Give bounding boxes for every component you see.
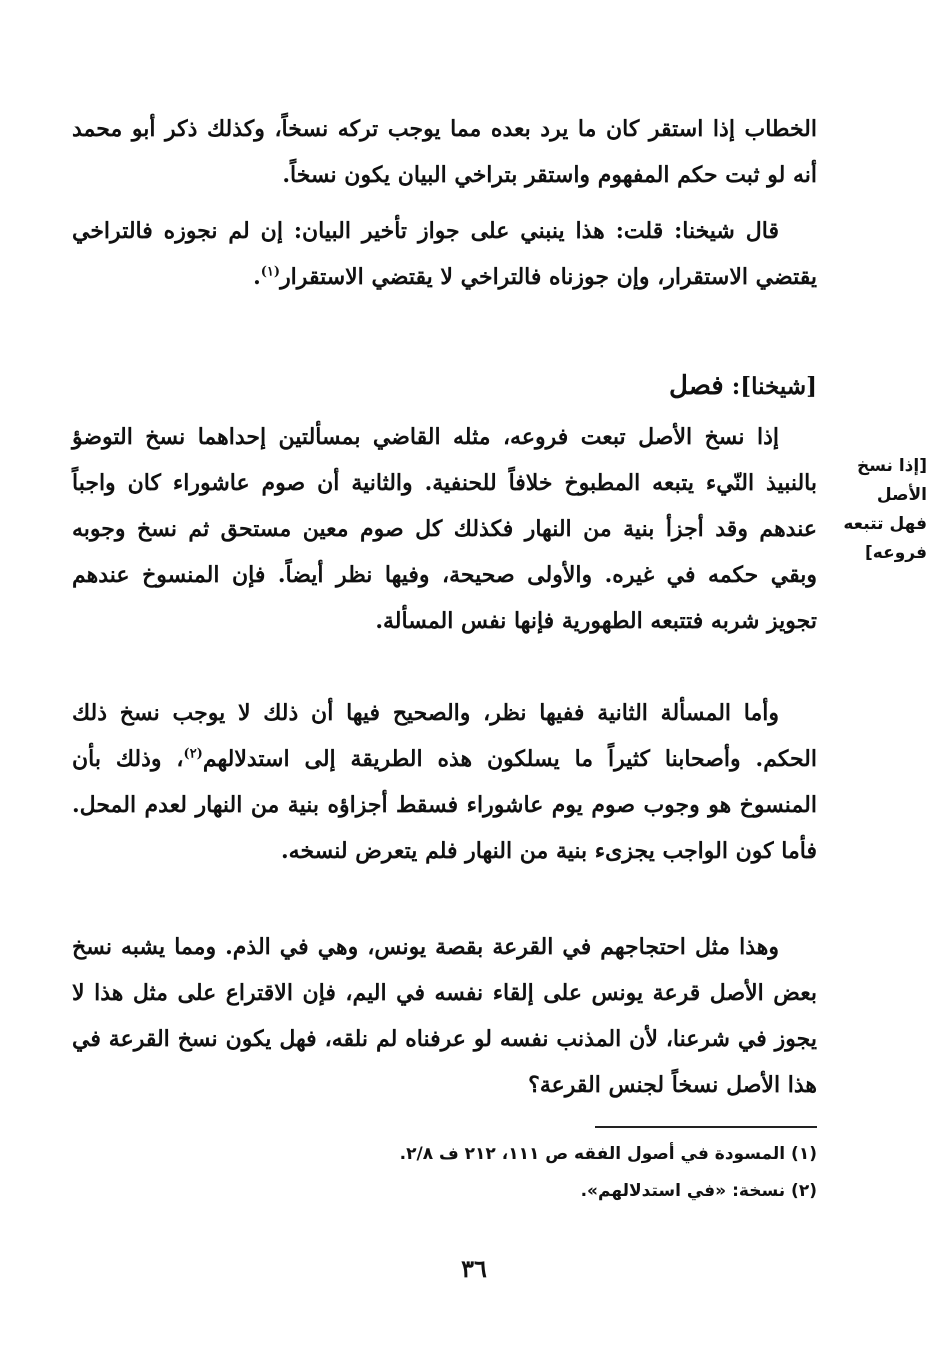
paragraph-2-tail: . bbox=[253, 264, 261, 290]
footnote-ref-1[interactable]: (١) bbox=[260, 264, 281, 280]
paragraph-4-text: وأما المسألة الثانية ففيها نظر، والصحيح فيها أن ذلك لا يوجب نسخ ذلك الحكم. وأصحابنا كثيراً ما يسلكون هذه الطريقة إلى استدلالهم bbox=[72, 700, 817, 772]
margin-note-text: [إذا نسخ الأصل فهل تتبعه فروعه] bbox=[843, 456, 927, 563]
paragraph-3 bbox=[72, 414, 817, 644]
paragraph-5-text: وهذا مثل احتجاجهم في القرعة بقصة يونس، وهي في الذم. ومما يشبه نسخ بعض الأصل قرعة يونس على إلقاء نفسه في اليم، فإن الاقتراع على مثل هذا لا يجوز في شرعنا، لأن المذنب نفسه لو عرفناه لم نلقه، فهل يكون نسخ القرعة في هذا الأصل نسخاً لجنس القرعة؟ bbox=[72, 934, 817, 1098]
footnote-ref-2[interactable]: (٢) bbox=[183, 746, 203, 762]
heading-title: فصل bbox=[669, 371, 724, 401]
page-number: ٣٦ bbox=[461, 1254, 487, 1283]
paragraph-4 bbox=[72, 690, 817, 874]
paragraph-1-text: الخطاب إذا استقر كان ما يرد بعده مما يوجب تركه نسخاً، وكذلك ذكر أبو محمد أنه لو ثبت حكم المفهوم واستقر بتراخي البيان يكون نسخاً. bbox=[72, 116, 817, 188]
footnote-divider bbox=[595, 1126, 817, 1128]
paragraph-2 bbox=[72, 208, 817, 300]
footnote-1-text: المسودة في أصول الفقه ص ١١١، ٢١٢ ف ٢/٨. bbox=[399, 1144, 786, 1164]
paragraph-3-text: إذا نسخ الأصل تبعت فروعه، مثله القاضي بمسألتين إحداهما نسخ التوضؤ بالنبيذ النّيء يتبعه المطبوخ خلافاً للحنفية. والثانية أن صوم عاشوراء كان واجباً عندهم وقد أجزأ بنية من النهار فكذلك كل صوم معين مستحق ثم نسخ وجوبه وبقي حكمه في غيره. والأولى صحيحة، وفيها نظر أيضاً. فإن المنسوخ عندهم تجويز شربه فتتبعه الطهورية فإنها نفس المسألة. bbox=[72, 424, 817, 634]
heading-prefix: [شيخنا]: bbox=[731, 373, 817, 400]
paragraph-4-tail: ، وذلك بأن المنسوخ هو وجوب صوم يوم عاشوراء فسقط أجزاؤه بنية من النهار لعدم المحل. فأما كون الواجب يجزىء بنية من النهار فلم يتعرض لنسخه. bbox=[72, 746, 817, 864]
section-heading bbox=[669, 366, 817, 407]
footnote-1-number: (١) bbox=[791, 1144, 817, 1164]
margin-note bbox=[835, 452, 927, 568]
footnotes bbox=[72, 1136, 817, 1210]
paragraph-1 bbox=[72, 106, 817, 198]
footnote-2-text: نسخة: «في استدلالهم». bbox=[580, 1181, 786, 1201]
footnote-2-number: (٢) bbox=[791, 1181, 817, 1201]
footnote-1 bbox=[72, 1136, 817, 1173]
paragraph-2-text: قال شيخنا: قلت: هذا ينبني على جواز تأخير البيان: إن لم نجوزه فالتراخي يقتضي الاستقرار، وإن جوزناه فالتراخي لا يقتضي الاستقرار bbox=[72, 218, 817, 290]
footnote-2 bbox=[72, 1173, 817, 1210]
paragraph-5 bbox=[72, 924, 817, 1108]
